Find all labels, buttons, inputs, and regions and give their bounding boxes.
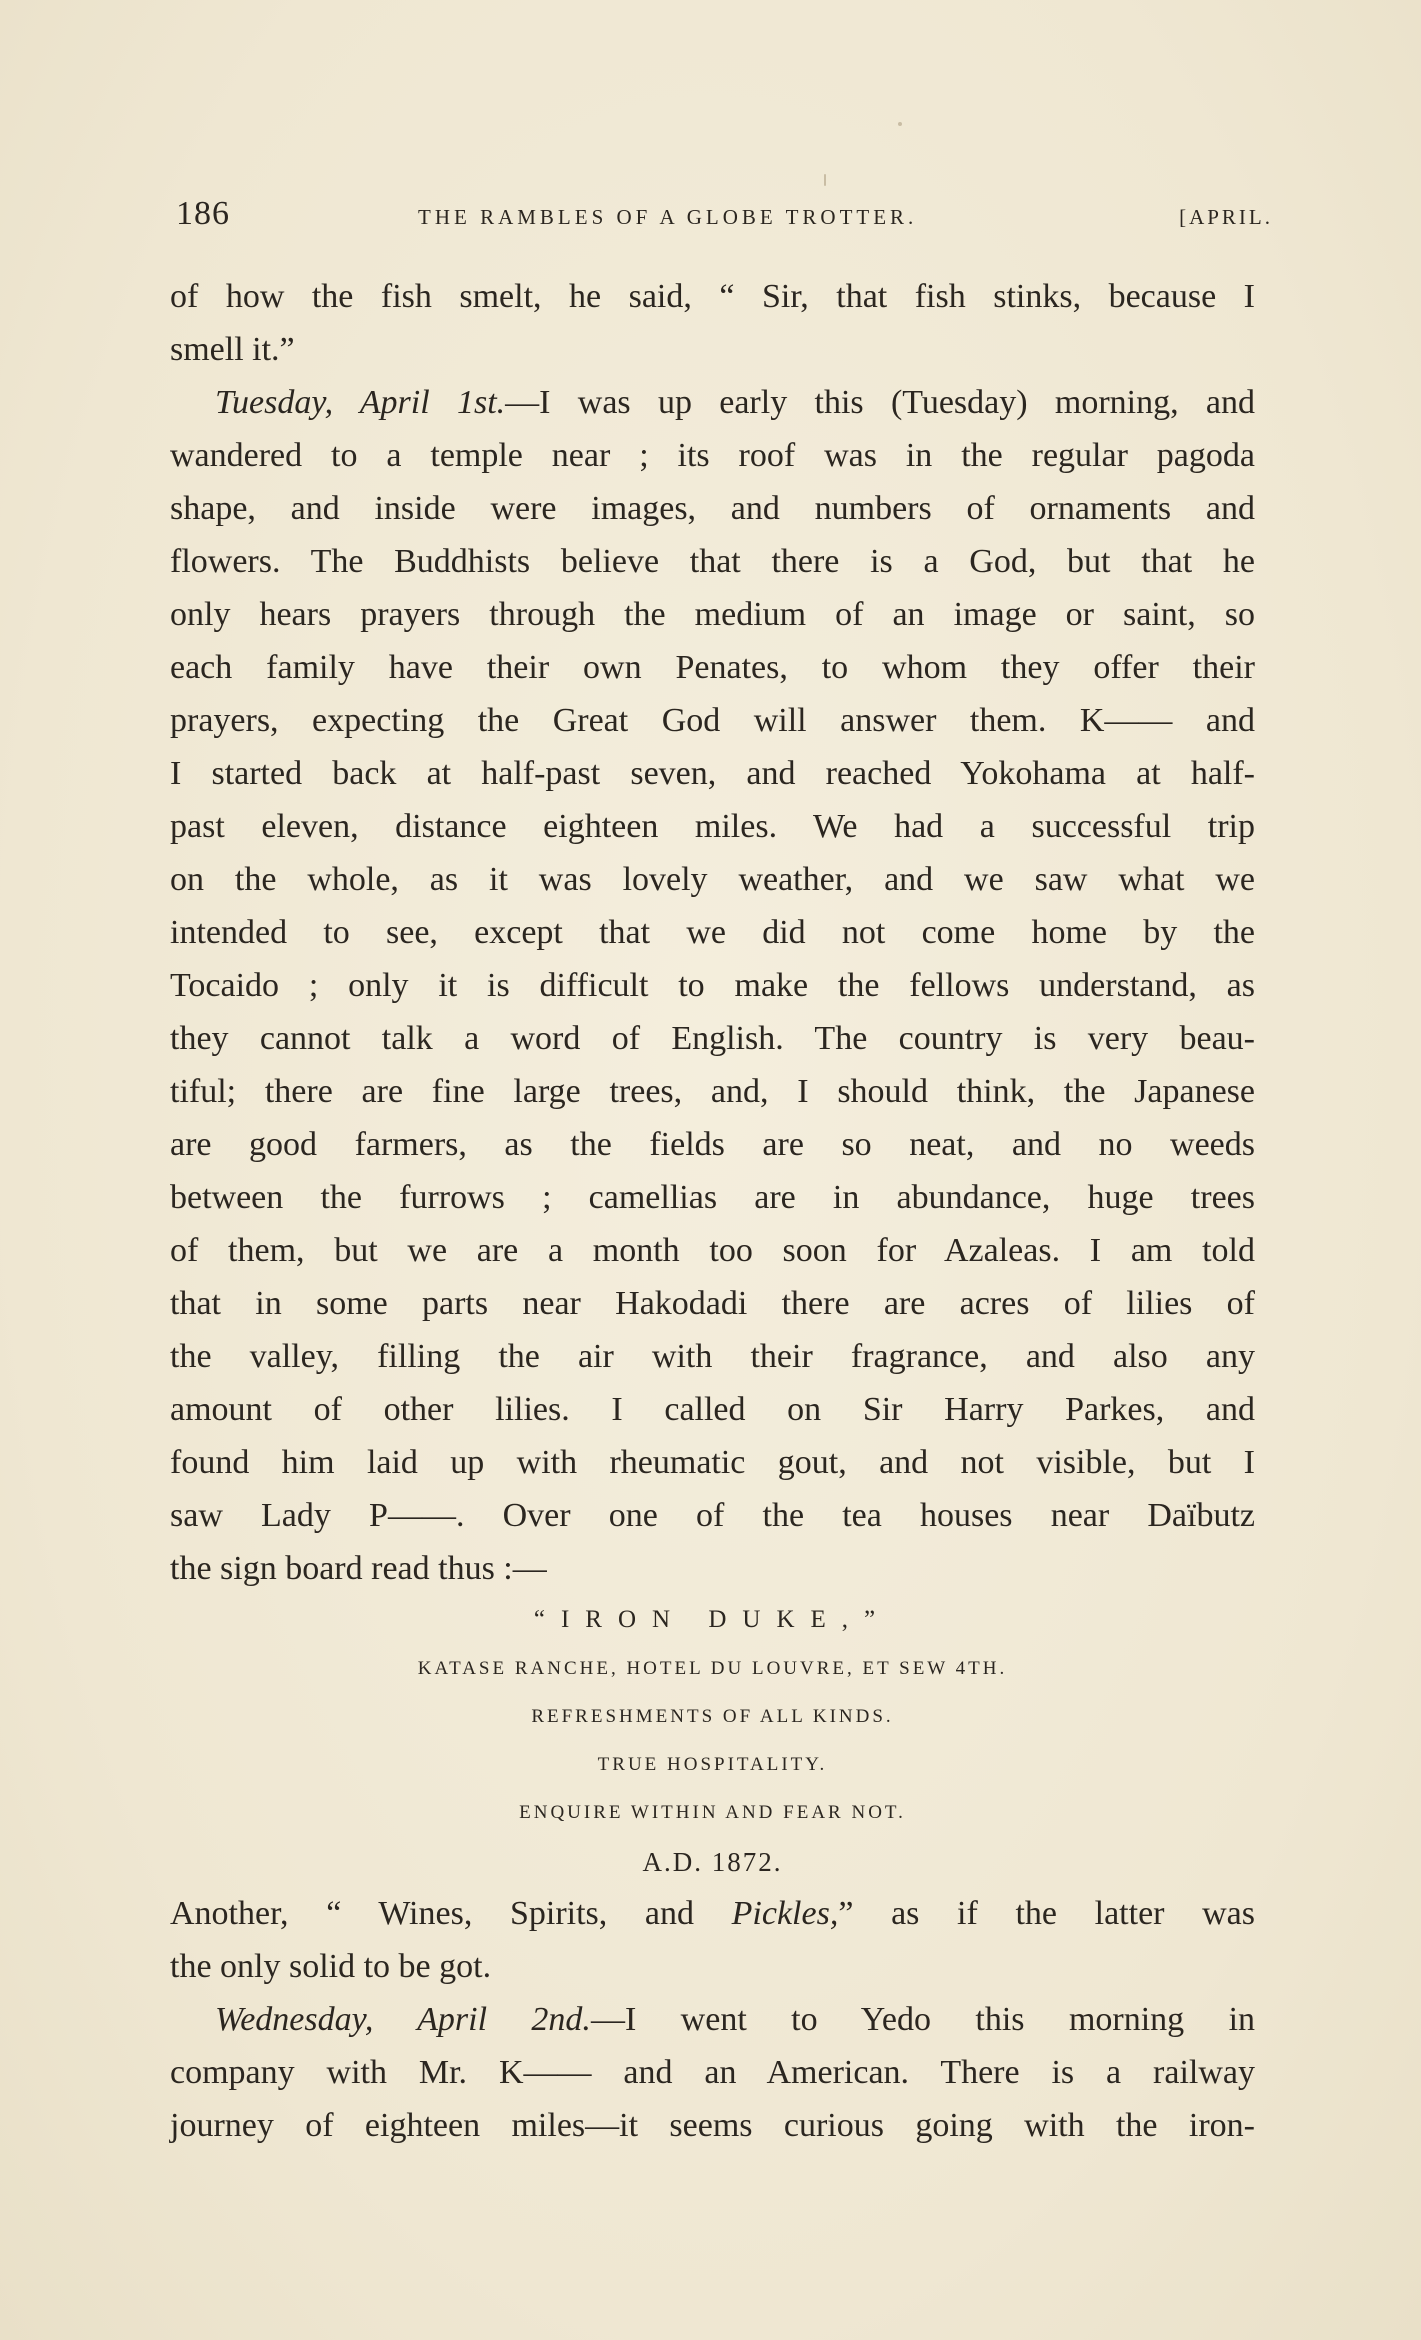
text-line: of how the fish smelt, he said, “ Sir, that fish stinks, because I xyxy=(170,278,1255,315)
text-line: journey of eighteen miles—it seems curious going with the iron- xyxy=(170,2107,1255,2144)
text-line xyxy=(170,1887,1255,1940)
text-line: tiful; there are fine large trees, and, I should think, the Japanese xyxy=(170,1073,1255,1110)
paragraph xyxy=(170,376,1255,1595)
body-text xyxy=(170,270,1255,2152)
running-header xyxy=(168,195,1273,245)
paragraph xyxy=(170,1887,1255,1993)
text-line: amount of other lilies. I called on Sir Harry Parkes, and xyxy=(170,1391,1255,1428)
sign-line: KATASE RANCHE, HOTEL DU LOUVRE, ET SEW 4TH. xyxy=(417,1658,1008,1679)
text-line: flowers. The Buddhists believe that there is a God, but that he xyxy=(170,543,1255,580)
text-line: each family have their own Penates, to whom they offer their xyxy=(170,649,1255,686)
text-line: that in some parts near Hakodadi there are acres of lilies of xyxy=(170,1285,1255,1322)
text-line: intended to see, except that we did not come home by the xyxy=(170,914,1255,951)
text-line: of them, but we are a month too soon for Azaleas. I am told xyxy=(170,1232,1255,1269)
sign-title: “IRON DUKE,” xyxy=(533,1606,892,1633)
running-title: THE RAMBLES OF A GLOBE TROTTER. xyxy=(418,205,918,229)
text-line: wandered to a temple near ; its roof was in the regular pagoda xyxy=(170,437,1255,474)
page-number: 186 xyxy=(176,195,230,232)
sign-line: TRUE HOSPITALITY. xyxy=(597,1754,828,1775)
entry-date: Wednesday, April 2nd. xyxy=(215,2001,591,2038)
text-line: company with Mr. K—— and an American. There is a railway xyxy=(170,2054,1255,2091)
text-line: shape, and inside were images, and numbers of ornaments and xyxy=(170,490,1255,527)
text-line: only hears prayers through the medium of an image or saint, so xyxy=(170,596,1255,633)
text-line: the valley, filling the air with their fragrance, and also any xyxy=(170,1338,1255,1375)
text-line: saw Lady P——. Over one of the tea houses near Daïbutz xyxy=(170,1497,1255,1534)
text-run: —I was up early this (Tuesday) morning, and xyxy=(505,384,1255,421)
text-line: smell it.” xyxy=(170,331,295,368)
italic-word: Pickles, xyxy=(731,1895,839,1932)
text-line: past eleven, distance eighteen miles. We had a successful trip xyxy=(170,808,1255,845)
paragraph xyxy=(170,1993,1255,2152)
text-line: I started back at half-past seven, and reached Yokohama at half- xyxy=(170,755,1255,792)
text-line: on the whole, as it was lovely weather, and we saw what we xyxy=(170,861,1255,898)
text-run: —I went to Yedo this morning in xyxy=(590,2001,1256,2038)
sign-line: ENQUIRE WITHIN AND FEAR NOT. xyxy=(519,1802,906,1823)
paragraph xyxy=(170,270,1255,376)
text-line xyxy=(170,376,1255,429)
text-line: they cannot talk a word of English. The country is very beau- xyxy=(170,1020,1255,1057)
text-line: the only solid to be got. xyxy=(170,1948,492,1985)
text-line xyxy=(170,1993,1255,2046)
sign-line: REFRESHMENTS OF ALL KINDS. xyxy=(531,1706,894,1727)
header-month: [APRIL. xyxy=(1179,205,1273,229)
paper-speck xyxy=(898,122,902,126)
text-line: prayers, expecting the Great God will answer them. K—— and xyxy=(170,702,1255,739)
text-run: Another, “ Wines, Spirits, and xyxy=(170,1895,732,1932)
text-line: Tocaido ; only it is difficult to make the fellows understand, as xyxy=(170,967,1255,1004)
entry-date: Tuesday, April 1st. xyxy=(215,384,506,421)
text-line: between the furrows ; camellias are in abundance, huge trees xyxy=(170,1179,1255,1216)
text-line: found him laid up with rheumatic gout, and not visible, but I xyxy=(170,1444,1255,1481)
text-run: ” as if the latter was xyxy=(838,1895,1256,1932)
sign-date: A.D. 1872. xyxy=(642,1847,783,1877)
text-line: the sign board read thus :— xyxy=(170,1550,547,1587)
paper-speck xyxy=(824,174,826,186)
sign-board xyxy=(170,1595,1255,1887)
text-line: are good farmers, as the fields are so neat, and no weeds xyxy=(170,1126,1255,1163)
